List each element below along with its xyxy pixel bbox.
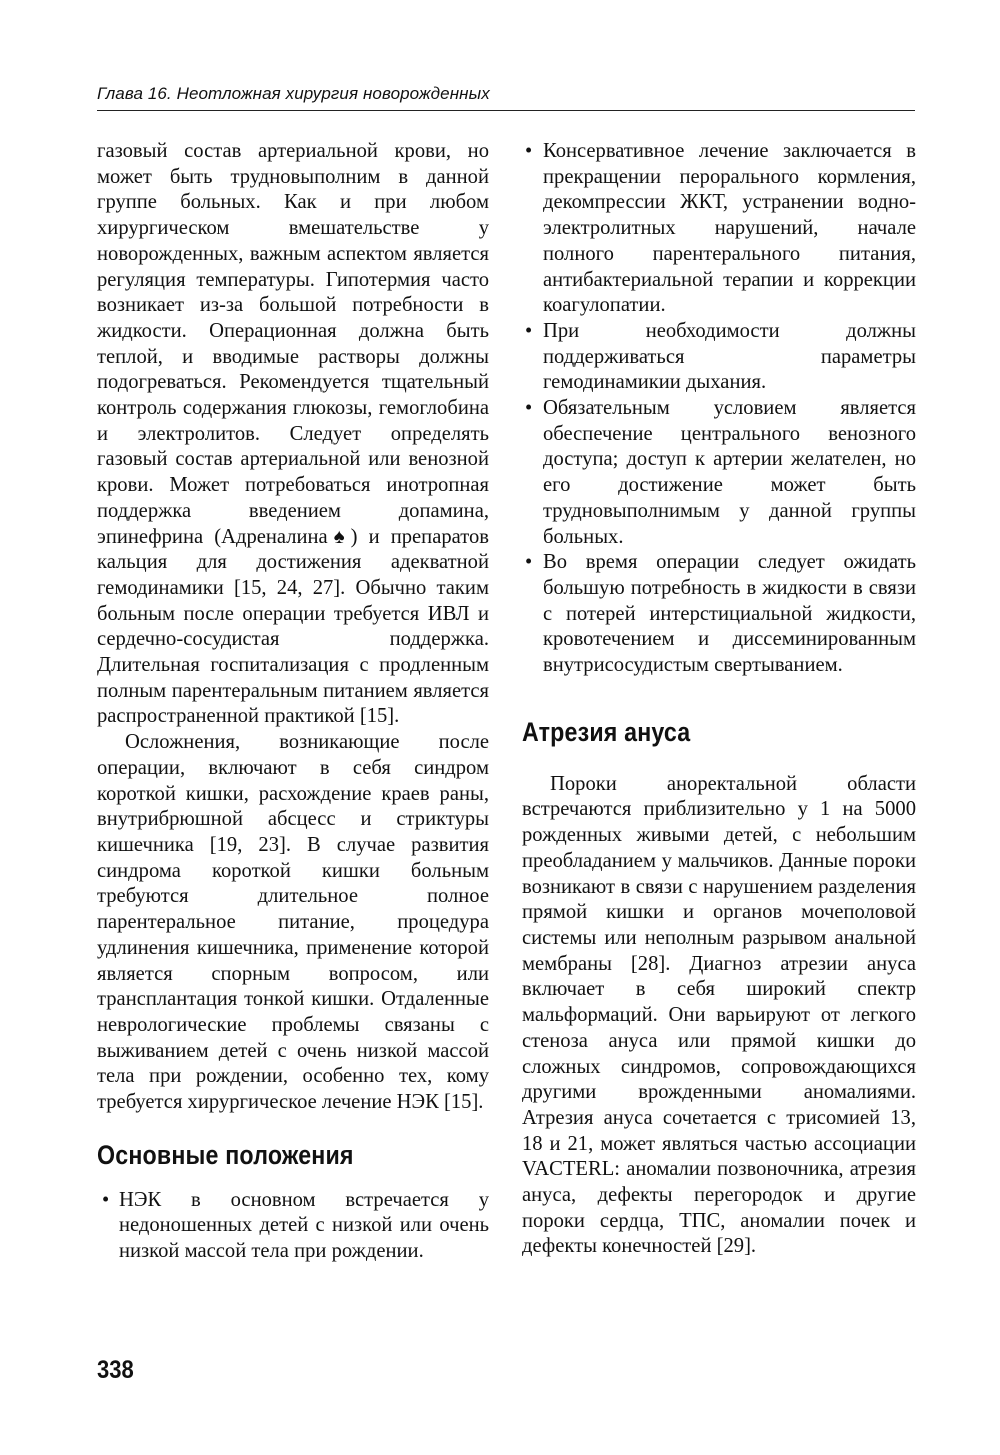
bullet-icon: •: [525, 319, 533, 342]
left-column: [97, 139, 489, 1265]
key-points-list-continued: [522, 139, 916, 679]
complications-paragraph: Осложнения, возникающие после операции, включают в себя синдром короткой кишки, расхождение краев раны, внутрибрюшной абсцесс и стриктуры кишечника [19, 23]. В случае развития синдрома короткой кишки больным требуются длительное полное парентеральное питание, процедура удлинения кишечника, применение которой является спорным вопросом, или трансплантация тонкой кишки. Отдаленные неврологические проблемы связаны с выживанием детей с очень низкой массой тела при рождении, особенно тех, кому требуется хирургическое лечение НЭК [15].: [97, 731, 489, 1114]
anal-atresia-paragraph: Пороки аноректальной области встречаются приблизительно у 1 на 5000 рожденных живыми детей, с небольшим преобладанием у мальчиков. Данные пороки возникают в связи с нарушением разделения прямой кишки и органов мочеполовой системы или неполным разрывом анальной мембраны [28]. Диагноз атрезии ануса включает в себя широкий спектр мальформаций. Они варьируют от легкого стеноза ануса или прямой кишки до сложных синдромов, сопровождающихся другими врожденными аномалиями. Атрезия ануса сочетается с трисомией 13, 18 и 21, может являться частью ассоциации VACTERL: аномалии позвоночника, атрезия ануса, дефекты перегородок и другие пороки сердца, ТПС, аномалии почек и дефекты конечностей [29].: [522, 772, 916, 1258]
bullet-icon: •: [525, 551, 533, 574]
list-item-text: Во время операции следует ожидать большую потребность в жидкости в связи с потерей интерстициальной жидкости, кровотечением и диссеминированным внутрисосудистым свертыванием.: [543, 551, 916, 677]
page-number: 338: [97, 1356, 134, 1384]
bullet-icon: •: [102, 1188, 110, 1211]
list-item: [522, 319, 916, 396]
list-item-text: Обязательным условием является обеспечение центрального венозного доступа; доступ к артерии желателен, но его достижение может быть трудновыполнимым у данной группы больных.: [543, 397, 916, 548]
list-item: [522, 139, 916, 319]
list-item-text: Консервативное лечение заключается в прекращении перорального кормления, декомпрессии ЖКТ, устранении водно-электролитных нарушений, начале полного парентерального питания, антибактериальной терапии и коррекции коагулопатии.: [543, 140, 916, 317]
body-paragraph: газовый состав артериальной крови, но может быть трудновыполним в данной группе больных. Как и при любом хирургическом вмешательстве у новорожденных, важным аспектом является регуляция температуры. Гипотермия часто возникает из-за большой потребности в жидкости. Операционная должна быть теплой, и вводимые растворы должны подогреваться. Рекомендуется тщательный контроль содержания глюкозы, гемоглобина и электролитов. Следует определять газовый состав артериальной или венозной крови. Может потребоваться инотропная поддержка введением допамина, эпинефрина (Адреналина♠) и препаратов кальция для достижения адекватной гемодинамики [15, 24, 27]. Обычно таким больным после операции требуется ИВЛ и сердечно-сосудистая поддержка. Длительная госпитализация с продленным полным парентеральным питанием является распространенной практикой [15].: [97, 140, 489, 728]
right-column: [522, 139, 916, 1260]
header-rule: [97, 110, 915, 111]
list-item: [522, 396, 916, 550]
list-item-text: НЭК в основном встречается у недоношенных детей с низкой или очень низкой массой тела при рождении.: [119, 1188, 489, 1263]
key-points-list: [97, 1188, 489, 1265]
list-item: [522, 550, 916, 679]
running-header: Глава 16. Неотложная хирургия новорожденных: [97, 84, 490, 103]
section-heading-key-points: Основные положения: [97, 1139, 354, 1170]
bullet-icon: •: [525, 397, 533, 420]
list-item-text: При необходимости должны поддерживаться параметры гемодинамикии дыхания.: [543, 319, 916, 394]
section-heading-anal-atresia: Атрезия ануса: [522, 716, 691, 747]
bullet-icon: •: [525, 140, 533, 162]
list-item: [97, 1188, 489, 1265]
